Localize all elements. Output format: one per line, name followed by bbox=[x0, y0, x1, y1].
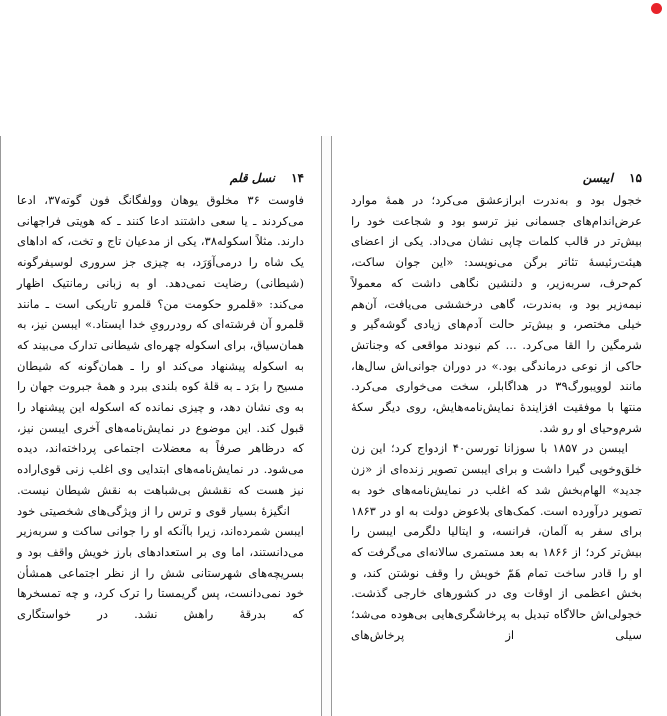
record-indicator-dot bbox=[651, 3, 662, 14]
page-number: ۱۴ bbox=[291, 171, 304, 185]
running-title: نسل قلم bbox=[229, 171, 275, 185]
right-page-header bbox=[351, 168, 642, 190]
left-page-header bbox=[17, 168, 304, 190]
spread-left-edge bbox=[0, 136, 1, 716]
book-gutter bbox=[321, 136, 332, 716]
paragraph: فاوست ۳۶ مخلوق یوهان وولفگانگ فون گوته۳۷، ادعا می‌کردند ـ یا سعی داشتند ادعا کنند ـ که هویتی فراجهانی دارند. مثلاً اسکوله۳۸، یکی از مدعیان تاج و تخت، که اداهای یک شاه را درمی‌آوَرَد، به چیزی جز سروری لوسیفرگونه (شیطانی) رضایت نمی‌دهد. او به زبانی رمانتیک اظهار می‌کند: «قلمرو حکومت من؟ قلمرو تاریکی است ـ مانند قلمرو آن فرشته‌ای که رودررویِ خدا ایستاد.» ایبسن نیز، به همان‌سیاق، برای اسکوله چهره‌ای شیطانی تدارک می‌بیند که به اسکوله پیشنهاد می‌کند او را ـ همان‌گونه که شیطان مسیح را برَد ـ به قلهٔ کوه بلندی ببرد و همهٔ جبروت جهان را به وی نشان دهد، و چیزی نمانده که اسکوله این پیشنهاد را قبول کند. این موضوع در نمایش‌نامه‌های آخری ایبسن نیز، که درظاهر صرفاً به معضلات اجتماعی پرداخته‌اند، دیده می‌شود. در نمایش‌نامه‌های ابتدایی وی اغلب زنی قوی‌اراده نیز هست که نقشش بی‌شباهت به نقش شیطان نیست. bbox=[17, 193, 305, 497]
page-number: ۱۵ bbox=[629, 171, 642, 185]
paragraph: انگیزهٔ بسیار قوی و ترس را از ویژگی‌های شخصیتی خود ایبسن شمرده‌اند، زیرا باآنکه او را جوانی ساکت و سربه‌زیر می‌دانستند، اما وی بر استعدادهای بارز خویش واقف بود و بسریچه‌های شهرستانی شش را از نظر اجتماعی همشأن خود نمی‌دانست، پس گریمستا را ترک کرد، و چه تمسخرها که بدرقهٔ راهش نشد. در خواستگاری bbox=[17, 503, 304, 622]
left-page bbox=[17, 168, 304, 713]
paragraph: ایبسن در ۱۸۵۷ با سوزانا تورسن۴۰ ازدواج کرد؛ این زن خلق‌وخویی گیرا داشت و برای ایبسن تصویر زنده‌ای از «زن جدید» الهام‌بخش شد که اغلب در نمایش‌نامه‌های خود به تصویر درآورده است. کمک‌های بلاعوض دولت به او در ۱۸۶۳ برای سفر به آلمان، فرانسه، و ایتالیا دلگرمی ایبسن را بیش‌تر کرد؛ از ۱۸۶۶ به بعد مستمری سالانه‌ای می‌گرفت که او را قادر ساخت تمام هَمّ خویش را وقف نوشتن کند، و بخش اعظمی از اوقات وی در کشورهای خارجی گذشت. خجولی‌اش حالاگاه تبدیل به پرخاشگری‌هایی بی‌هوده می‌شد؛ سیلی از پرخاش‌های bbox=[351, 441, 642, 642]
right-page bbox=[351, 168, 642, 713]
running-title: ایبسن bbox=[582, 171, 613, 185]
paragraph: خجول بود و به‌ندرت ابرازعشق می‌کرد؛ در همهٔ موارد عرض‌اندام‌های جسمانی نیز ترسو بود و شجاعت خود را بیش‌تر در قالب کلمات چاپی نشان می‌داد. یکی از اعضای هیئت‌رئیسهٔ تئاتر برگن می‌نویسد: «این جوان ساکت، کم‌حرف، سربه‌زیر، و دلنشین نگاهی داشت که معمولاً نیمه‌زیر بود و، به‌ندرت، گاهی درخششی می‌یافت، آن‌هم خیلی مختصر، و بیش‌تر حالت آدم‌های زیادی گوشه‌گیر و شرمگین را القا می‌کرد. ... کم نبودند مواقعی که وجناتش حاکی از نوعی درماندگی بود.» در دوران جوانی‌اش سال‌ها، مانند لوویبورگ۳۹ در هداگابلر، سخت می‌خواری می‌کرد. منتها با موفقیت افزایندهٔ نمایش‌نامه‌هایش، روی دیگر سکهٔ شرم‌وحیای او رو شد. bbox=[351, 193, 642, 435]
